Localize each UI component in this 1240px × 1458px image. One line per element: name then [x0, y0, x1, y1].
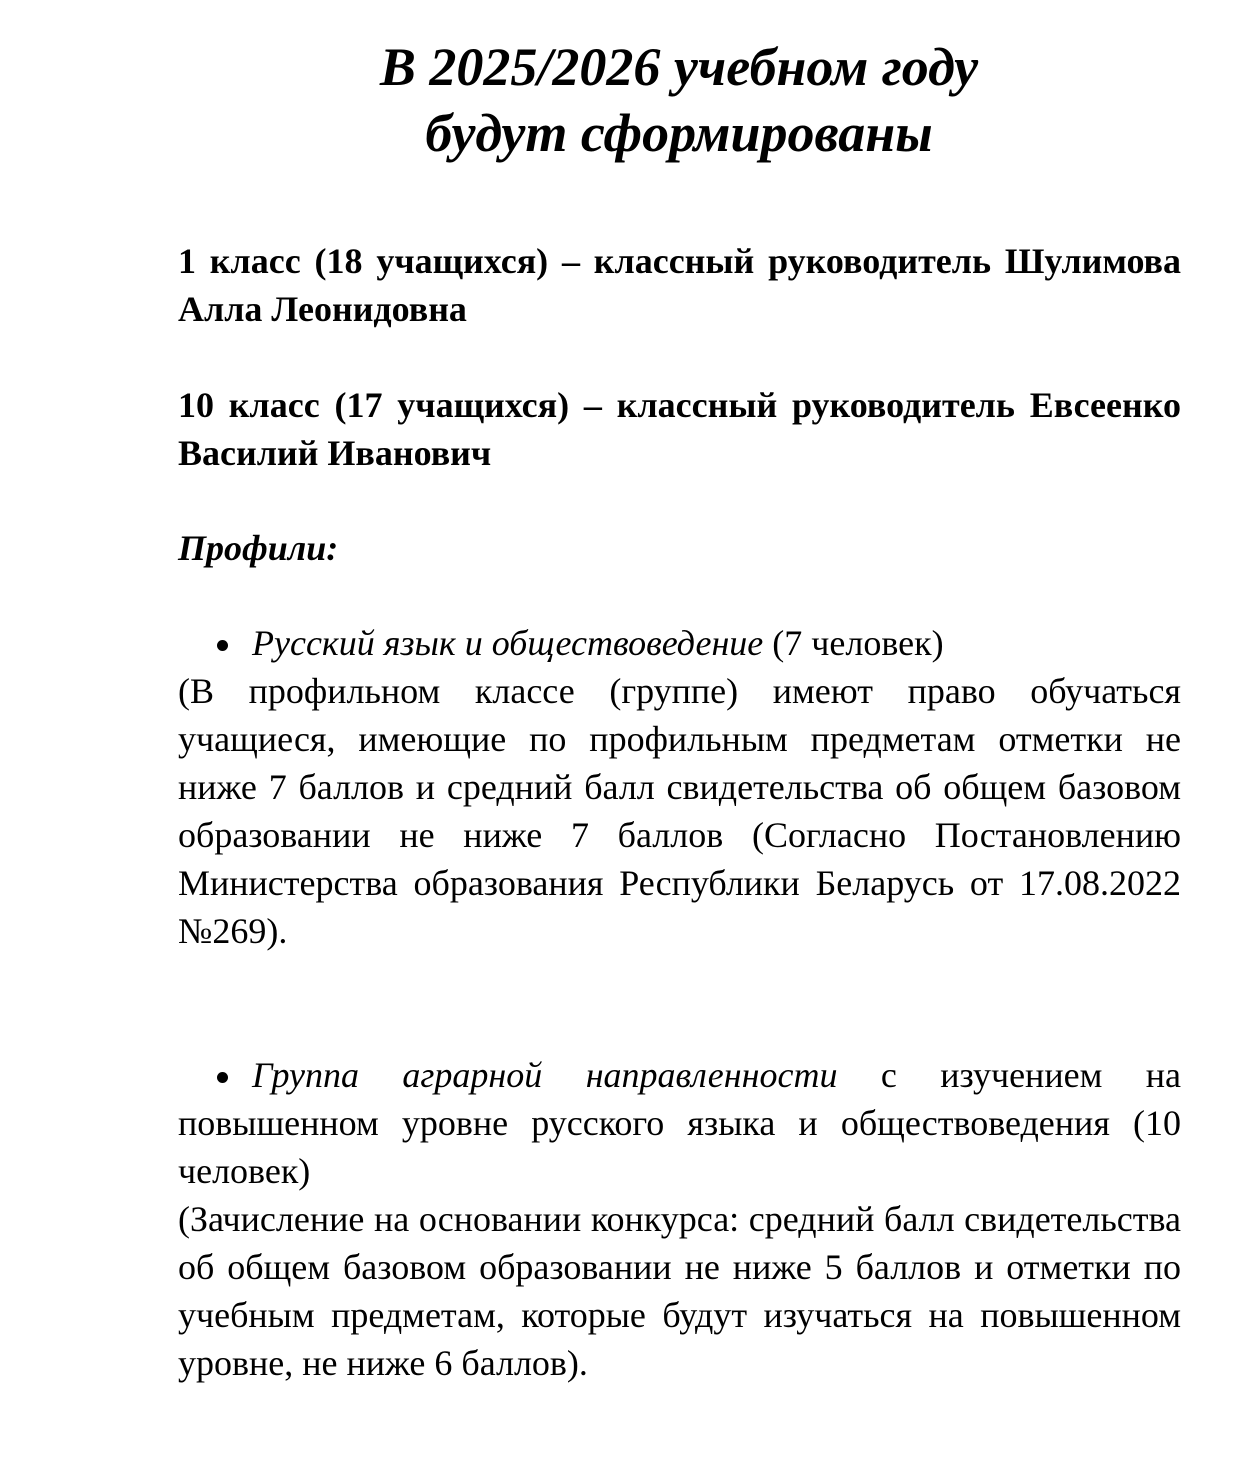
profiles-heading: Профили: — [178, 528, 339, 568]
class-entry-1 — [178, 237, 1181, 333]
profile-1-name: Русский язык и обществоведение — [252, 623, 764, 663]
profile-1-count: (7 человек) — [763, 623, 944, 663]
profile-2-description: с изучением на повышенном уровне русского языка и обществоведения (10 человек) — [178, 1055, 1181, 1191]
profile-2-note: (Зачисление на основании конкурса: средний балл свидетельства об общем базовом образовании не ниже 5 баллов и отметки по учебным предметам, которые будут изучаться на повышенном уровне, не ниже 6 баллов). — [178, 1199, 1181, 1383]
profile-item-1 — [178, 619, 1181, 955]
document-body — [178, 237, 1181, 1387]
class-1-teacher: Шулимова Алла Леонидовна — [178, 241, 1181, 329]
profile-item-2 — [178, 1051, 1181, 1387]
title-line-2: будут сформированы — [425, 103, 933, 163]
title-line-1: В 2025/2026 учебном году — [379, 37, 979, 97]
bullet-icon — [217, 640, 228, 651]
profile-2-name: Группа аграрной направленности — [252, 1055, 838, 1095]
class-entry-10 — [178, 381, 1181, 477]
profile-2-title-line — [178, 1051, 1181, 1195]
class-1-name: 1 класс (18 учащихся) – классный руководитель — [178, 241, 992, 281]
page-title — [0, 34, 1240, 166]
class-10-name: 10 класс (17 учащихся) – классный руководитель — [178, 385, 1015, 425]
bullet-icon — [217, 1072, 228, 1083]
profile-1-note: (В профильном классе (группе) имеют право обучаться учащиеся, имеющие по профильным предметам отметки не ниже 7 баллов и средний балл свидетельства об общем базовом образовании не ниже 7 баллов (Согласно Постановлению Министерства образования Республики Беларусь от 17.08.2022 №269). — [178, 671, 1181, 951]
class-10-teacher: Евсеенко Василий Иванович — [178, 385, 1181, 473]
class-1-line — [178, 237, 1181, 333]
profile-1-title-line — [178, 619, 1181, 667]
class-10-line — [178, 381, 1181, 477]
